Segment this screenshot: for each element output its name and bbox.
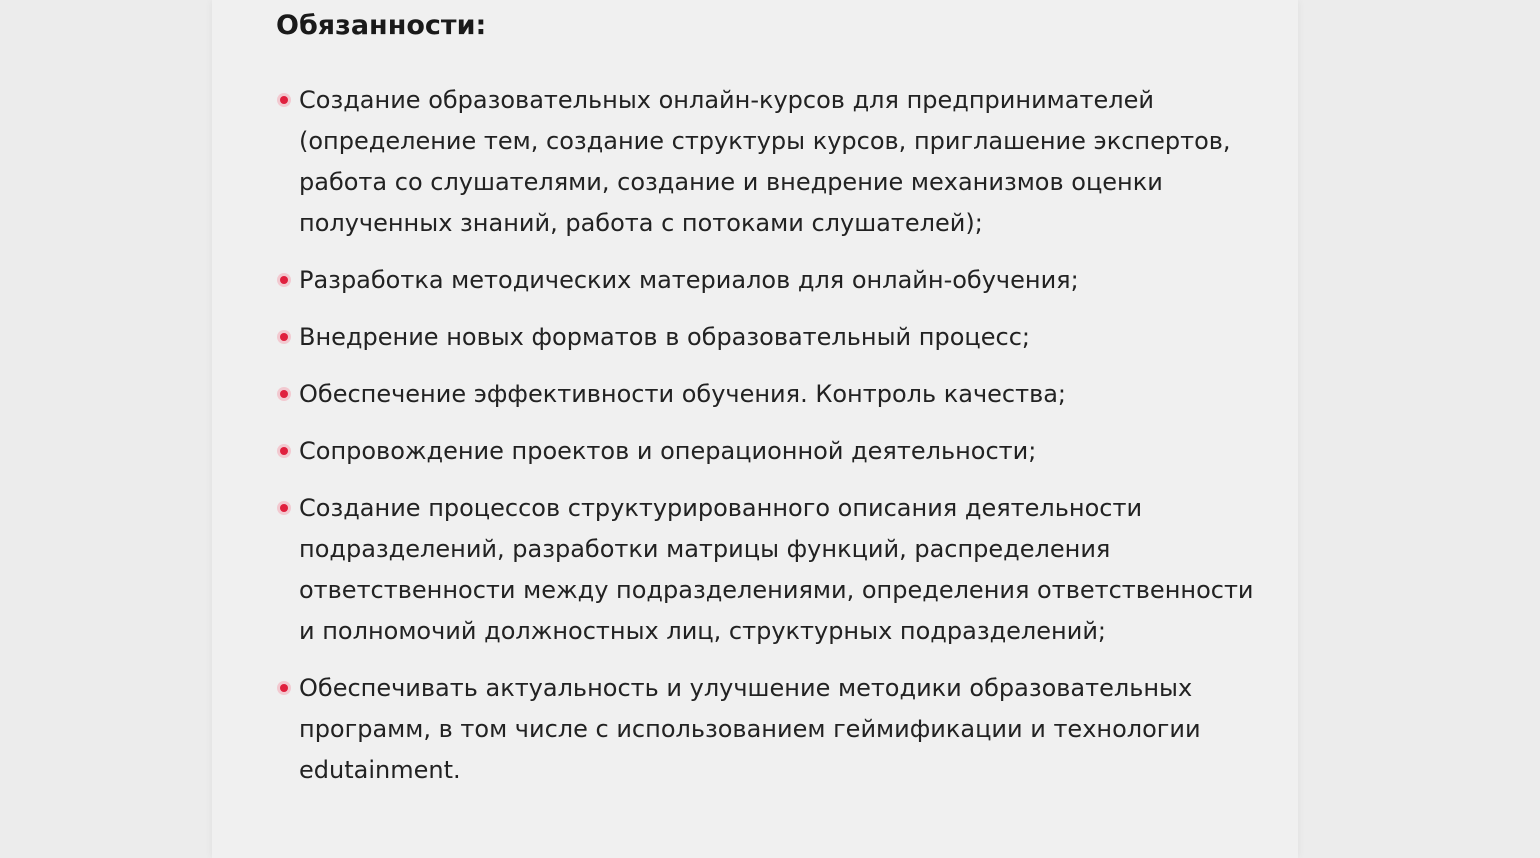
list-item-text: Обеспечение эффективности обучения. Контроль качества;: [299, 380, 1067, 408]
list-item-text: Создание процессов структурированного описания деятельности подразделений, разработки матрицы функций, распределения ответственности между подразделениями, определения ответственности и полномочий должностных лиц, структурных подразделений;: [299, 494, 1254, 645]
bullet-dot-icon: [277, 501, 291, 515]
bullet-dot-icon: [277, 444, 291, 458]
bullet-dot-icon: [277, 387, 291, 401]
list-item-text: Сопровождение проектов и операционной деятельности;: [299, 437, 1037, 465]
list-item: [276, 431, 1266, 472]
bullet-dot-icon: [277, 93, 291, 107]
bullet-dot-icon: [277, 273, 291, 287]
list-item: [276, 80, 1266, 244]
content-card: [212, 0, 1298, 858]
list-item-text: Разработка методических материалов для онлайн-обучения;: [299, 266, 1079, 294]
bullet-dot-icon: [277, 681, 291, 695]
list-item: [276, 488, 1266, 652]
list-item-text: Обеспечивать актуальность и улучшение методики образовательных программ, в том числе с использованием геймификации и технологии edutainment.: [299, 674, 1201, 784]
list-item: [276, 317, 1266, 358]
list-item-text: Создание образовательных онлайн-курсов для предпринимателей (определение тем, создание структуры курсов, приглашение экспертов, работа со слушателями, создание и внедрение механизмов оценки полученных знаний, работа с потоками слушателей);: [299, 86, 1231, 237]
list-item: [276, 668, 1266, 791]
list-item: [276, 260, 1266, 301]
bullet-dot-icon: [277, 330, 291, 344]
section-heading: Обязанности:: [276, 10, 487, 41]
list-item-text: Внедрение новых форматов в образовательный процесс;: [299, 323, 1030, 351]
list-item: [276, 374, 1266, 415]
duties-list: [276, 80, 1266, 807]
